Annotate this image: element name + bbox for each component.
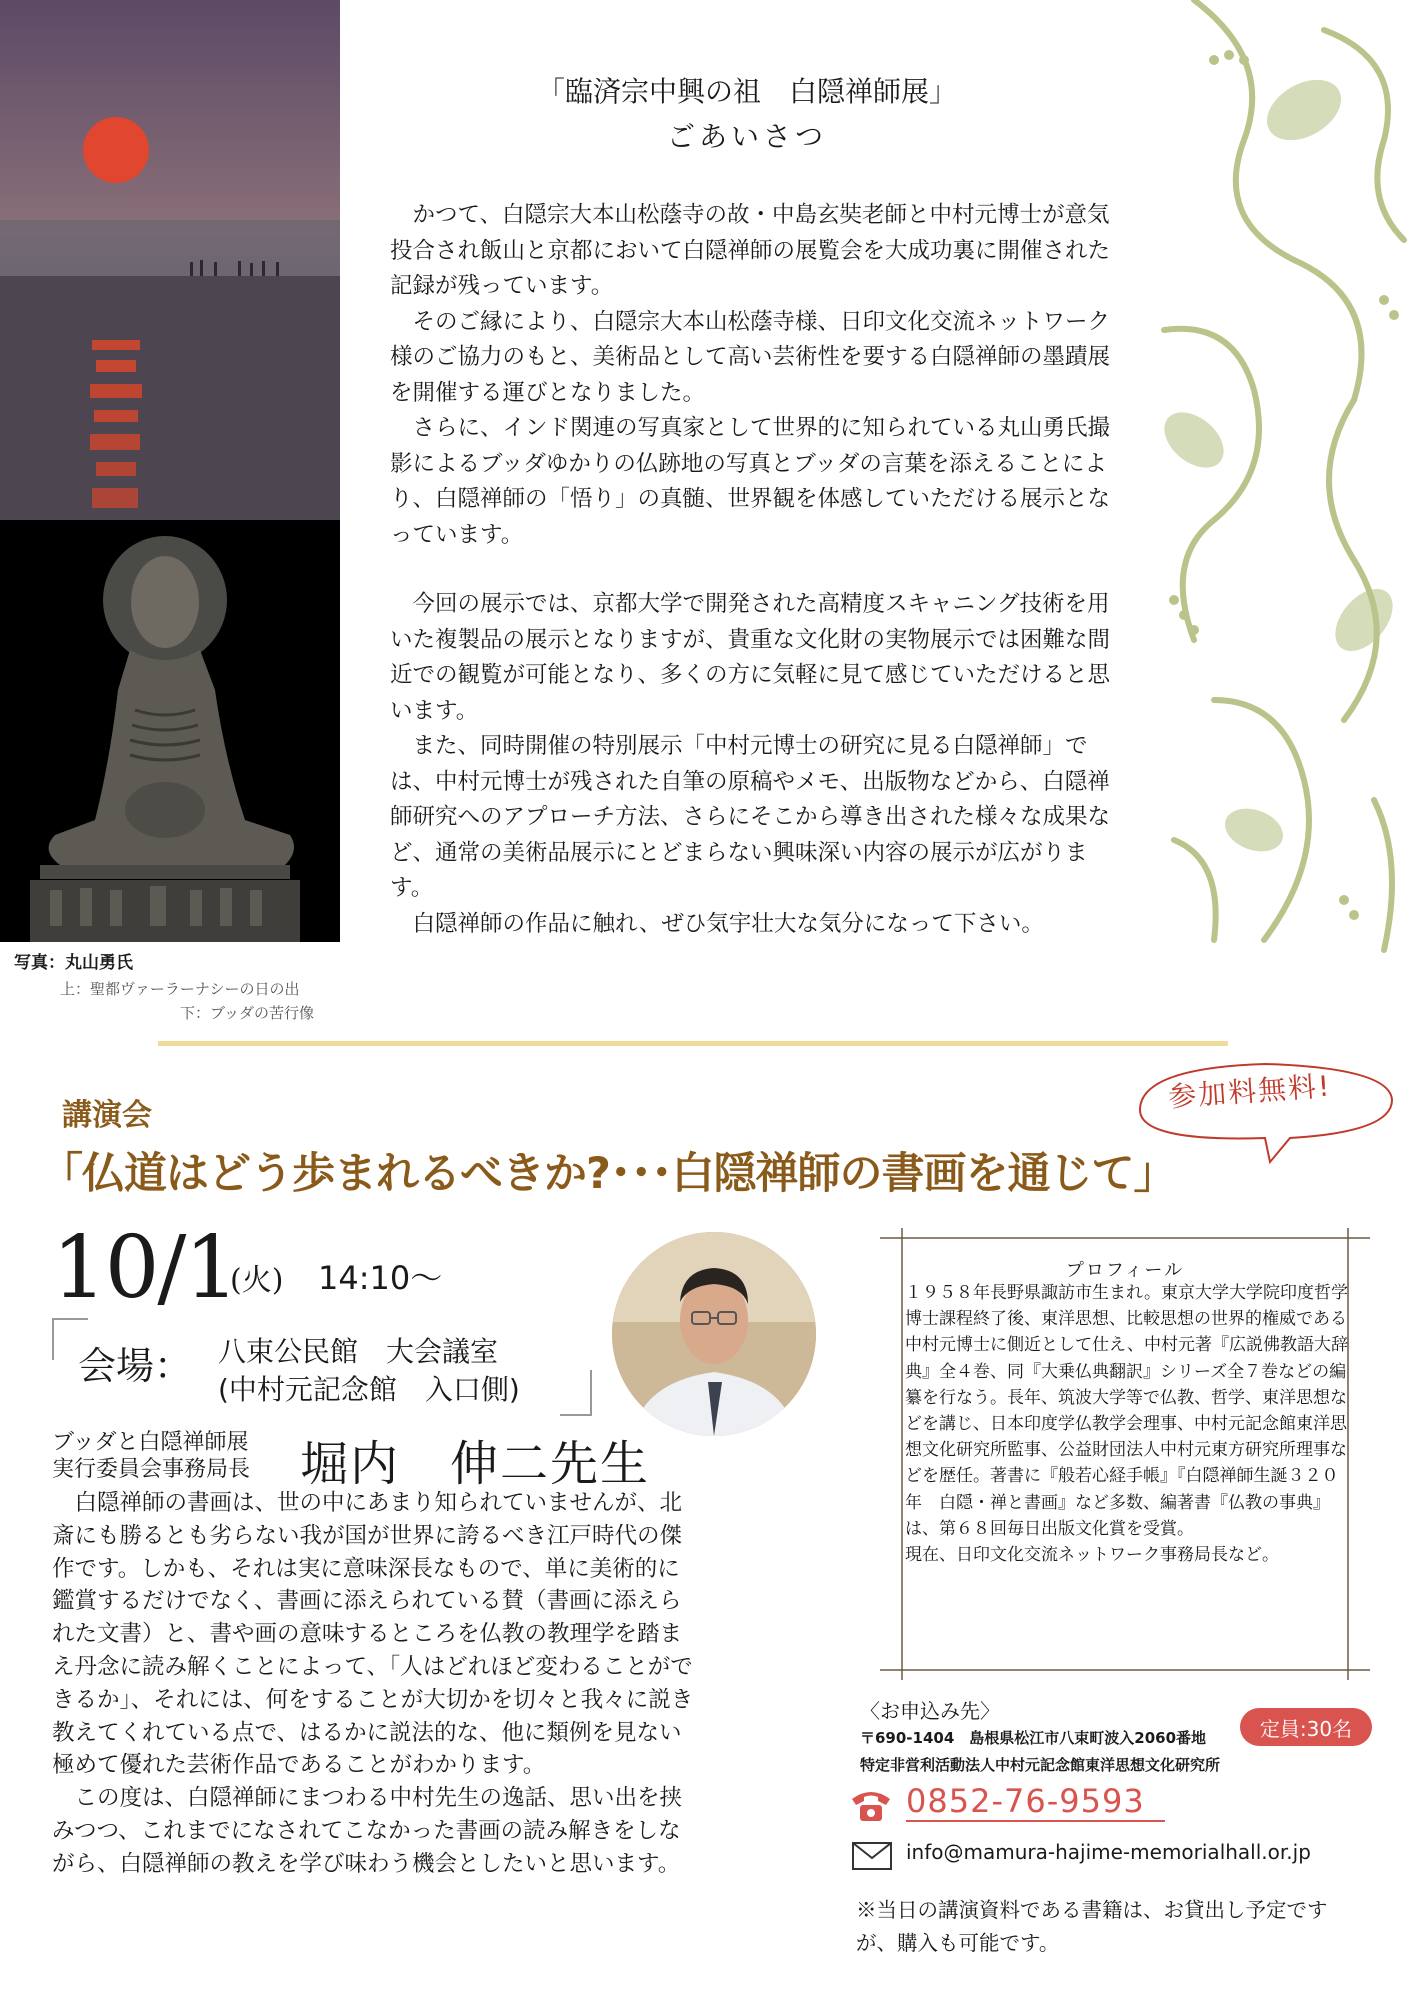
photo-credit: 写真：丸山勇氏 [14, 953, 133, 973]
lecture-description [52, 1487, 702, 1881]
greeting-paragraph: 今回の展示では、京都大学で開発された高精度スキャニング技術を用いた複製品の展示となりますが、貴重な文化財の実物展示では困難な間近での観覧が可能となり、多くの方に気軽に見て感じていただけると思います。 [390, 591, 1111, 724]
venue-detail: (中村元記念館 入口側) [218, 1373, 520, 1406]
venue-name: 八束公民館 大会議室 [218, 1335, 499, 1368]
greeting-paragraph: かつて、白隠宗大本山松蔭寺の故・中島玄奘老師と中村元博士が意気投合され飯山と京都において白隠禅師の展覧会を大成功裏に開催された記録が残っています。 [390, 202, 1111, 299]
application-heading: 〈お申込み先〉 [860, 1699, 1000, 1723]
speaker-portrait [612, 1232, 816, 1436]
venue-label: 会場： [78, 1344, 193, 1388]
exhibition-title: 「臨済宗中興の祖 白隠禅師展」 [536, 75, 957, 108]
greeting-text [390, 198, 1120, 942]
lecture-time: 14:10～ [318, 1259, 443, 1297]
lecture-title: 「仏道はどう歩まれるべきか?･･･白隠禅師の書画を通じて」 [40, 1149, 1176, 1199]
profile-paragraph: 現在、日印文化交流ネットワーク事務局長など。 [905, 1545, 1279, 1566]
capacity-text: 定員:30名 [1259, 1717, 1353, 1741]
lecture-paragraph: 白隠禅師の書画は、世の中にあまり知られていませんが、北斎にも勝るとも劣らない我が国が世界に誇るべき江戸時代の傑作です。しかも、それは実に意味深長なもので、単に美術的に鑑賞するだけでなく、書画に添えられている賛（書画に添えられた文書）と、書や画の意味するところを仏教の教理学を踏まえ丹念に読み解くことによって、「人はどれほど変わることができるか」、それには、何をすることが大切かを切々と我々に説き教えてくれている点で、はるかに説法的な、他に類例を見ない極めて優れた芸術作品であることがわかります。 [52, 1490, 694, 1779]
greeting-paragraph: さらに、インド関連の写真家として世界的に知られている丸山勇氏撮影によるブッダゆかりの仏跡地の写真とブッダの言葉を添えることにより、白隠禅師の「悟り」の真髄、世界観を体感していただける展示となっています。 [390, 415, 1111, 548]
organizer-line2: 実行委員会事務局長 [52, 1457, 251, 1482]
greeting-heading: ごあいさつ [666, 120, 827, 153]
caption-top: 上：聖都ヴァーラーナシーの日の出 [60, 980, 300, 998]
lecture-weekday: (火) [230, 1263, 284, 1298]
profile-paragraph: １９５８年長野県諏訪市生まれ。東京大学大学院印度哲学博士課程終了後、東洋思想、比較思想の世界的権威である中村元博士に側近として仕え、中村元著『広説佛教語大辞典』全４巻、同『大乗仏典翻訳』シリーズ全７巻などの編纂を行なう。長年、筑波大学等で仏教、哲学、東洋思想などを講じ、日本印度学仏教学会理事、中村元記念館東洋思想文化研究所監事、公益財団法人中村元東方研究所理事などを歴任。著書に『般若心経手帳』『白隠禅師生誕３２０年 白隠・禅と書画』など多数、編著書『仏教の事典』は、第６８回毎日出版文化賞を受賞。 [905, 1283, 1349, 1539]
phone-icon [848, 1785, 894, 1825]
lecture-label: 講演会 [62, 1098, 152, 1133]
speaker-name: 堀内 伸二先生 [300, 1436, 651, 1492]
paisley-decoration [1154, 0, 1414, 955]
profile-title: プロフィール [1065, 1260, 1185, 1281]
application-organization: 特定非営利活動法人中村元記念館東洋思想文化研究所 [860, 1756, 1221, 1774]
greeting-paragraph: 白隠禅師の作品に触れ、ぜひ気宇壮大な気分になって下さい。 [412, 910, 1044, 937]
greeting-paragraph: そのご縁により、白隠宗大本山松蔭寺様、日印文化交流ネットワーク様のご協力のもと、美術品として高い芸術性を要する白隠禅師の墨蹟展を開催する運びとなりました。 [390, 308, 1111, 406]
mail-icon [852, 1842, 892, 1870]
lecture-paragraph: この度は、白隠禅師にまつわる中村先生の逸話、思い出を挟みつつ、これまでになされてこなかった書画の読み解きをしながら、白隠禅師の教えを学び味わう機会としたいと思います。 [52, 1785, 683, 1877]
application-address: 〒690-1404 島根県松江市八束町波入2060番地 [860, 1729, 1207, 1747]
greeting-paragraph: また、同時開催の特別展示「中村元博士の研究に見る白隠禅師」では、中村元博士が残された自筆の原稿やメモ、出版物などから、白隠禅師研究へのアプローチ方法、さらにそこから導き出された様々な成果など、通常の美術品展示にとどまらない興味深い内容の展示が広がります。 [390, 733, 1111, 901]
profile-text [905, 1280, 1350, 1568]
venue-bracket-close [560, 1370, 592, 1416]
caption-bottom: 下：ブッダの苦行像 [180, 1004, 314, 1022]
sunrise-photo [0, 0, 340, 520]
materials-note: ※当日の講演資料である書籍は、お貸出し予定ですが、購入も可能です。 [856, 1898, 1328, 1955]
lecture-date: 10/1 [52, 1218, 238, 1318]
free-admission-badge: 参加料無料! [1167, 1069, 1333, 1114]
email-address[interactable]: info@mamura-hajime-memorialhall.or.jp [906, 1840, 1311, 1864]
section-divider [158, 1041, 1228, 1046]
fasting-buddha-photo [0, 520, 340, 942]
phone-number[interactable]: 0852-76-9593 [906, 1782, 1165, 1822]
organizer-line1: ブッダと白隠禅師展 [52, 1430, 249, 1455]
